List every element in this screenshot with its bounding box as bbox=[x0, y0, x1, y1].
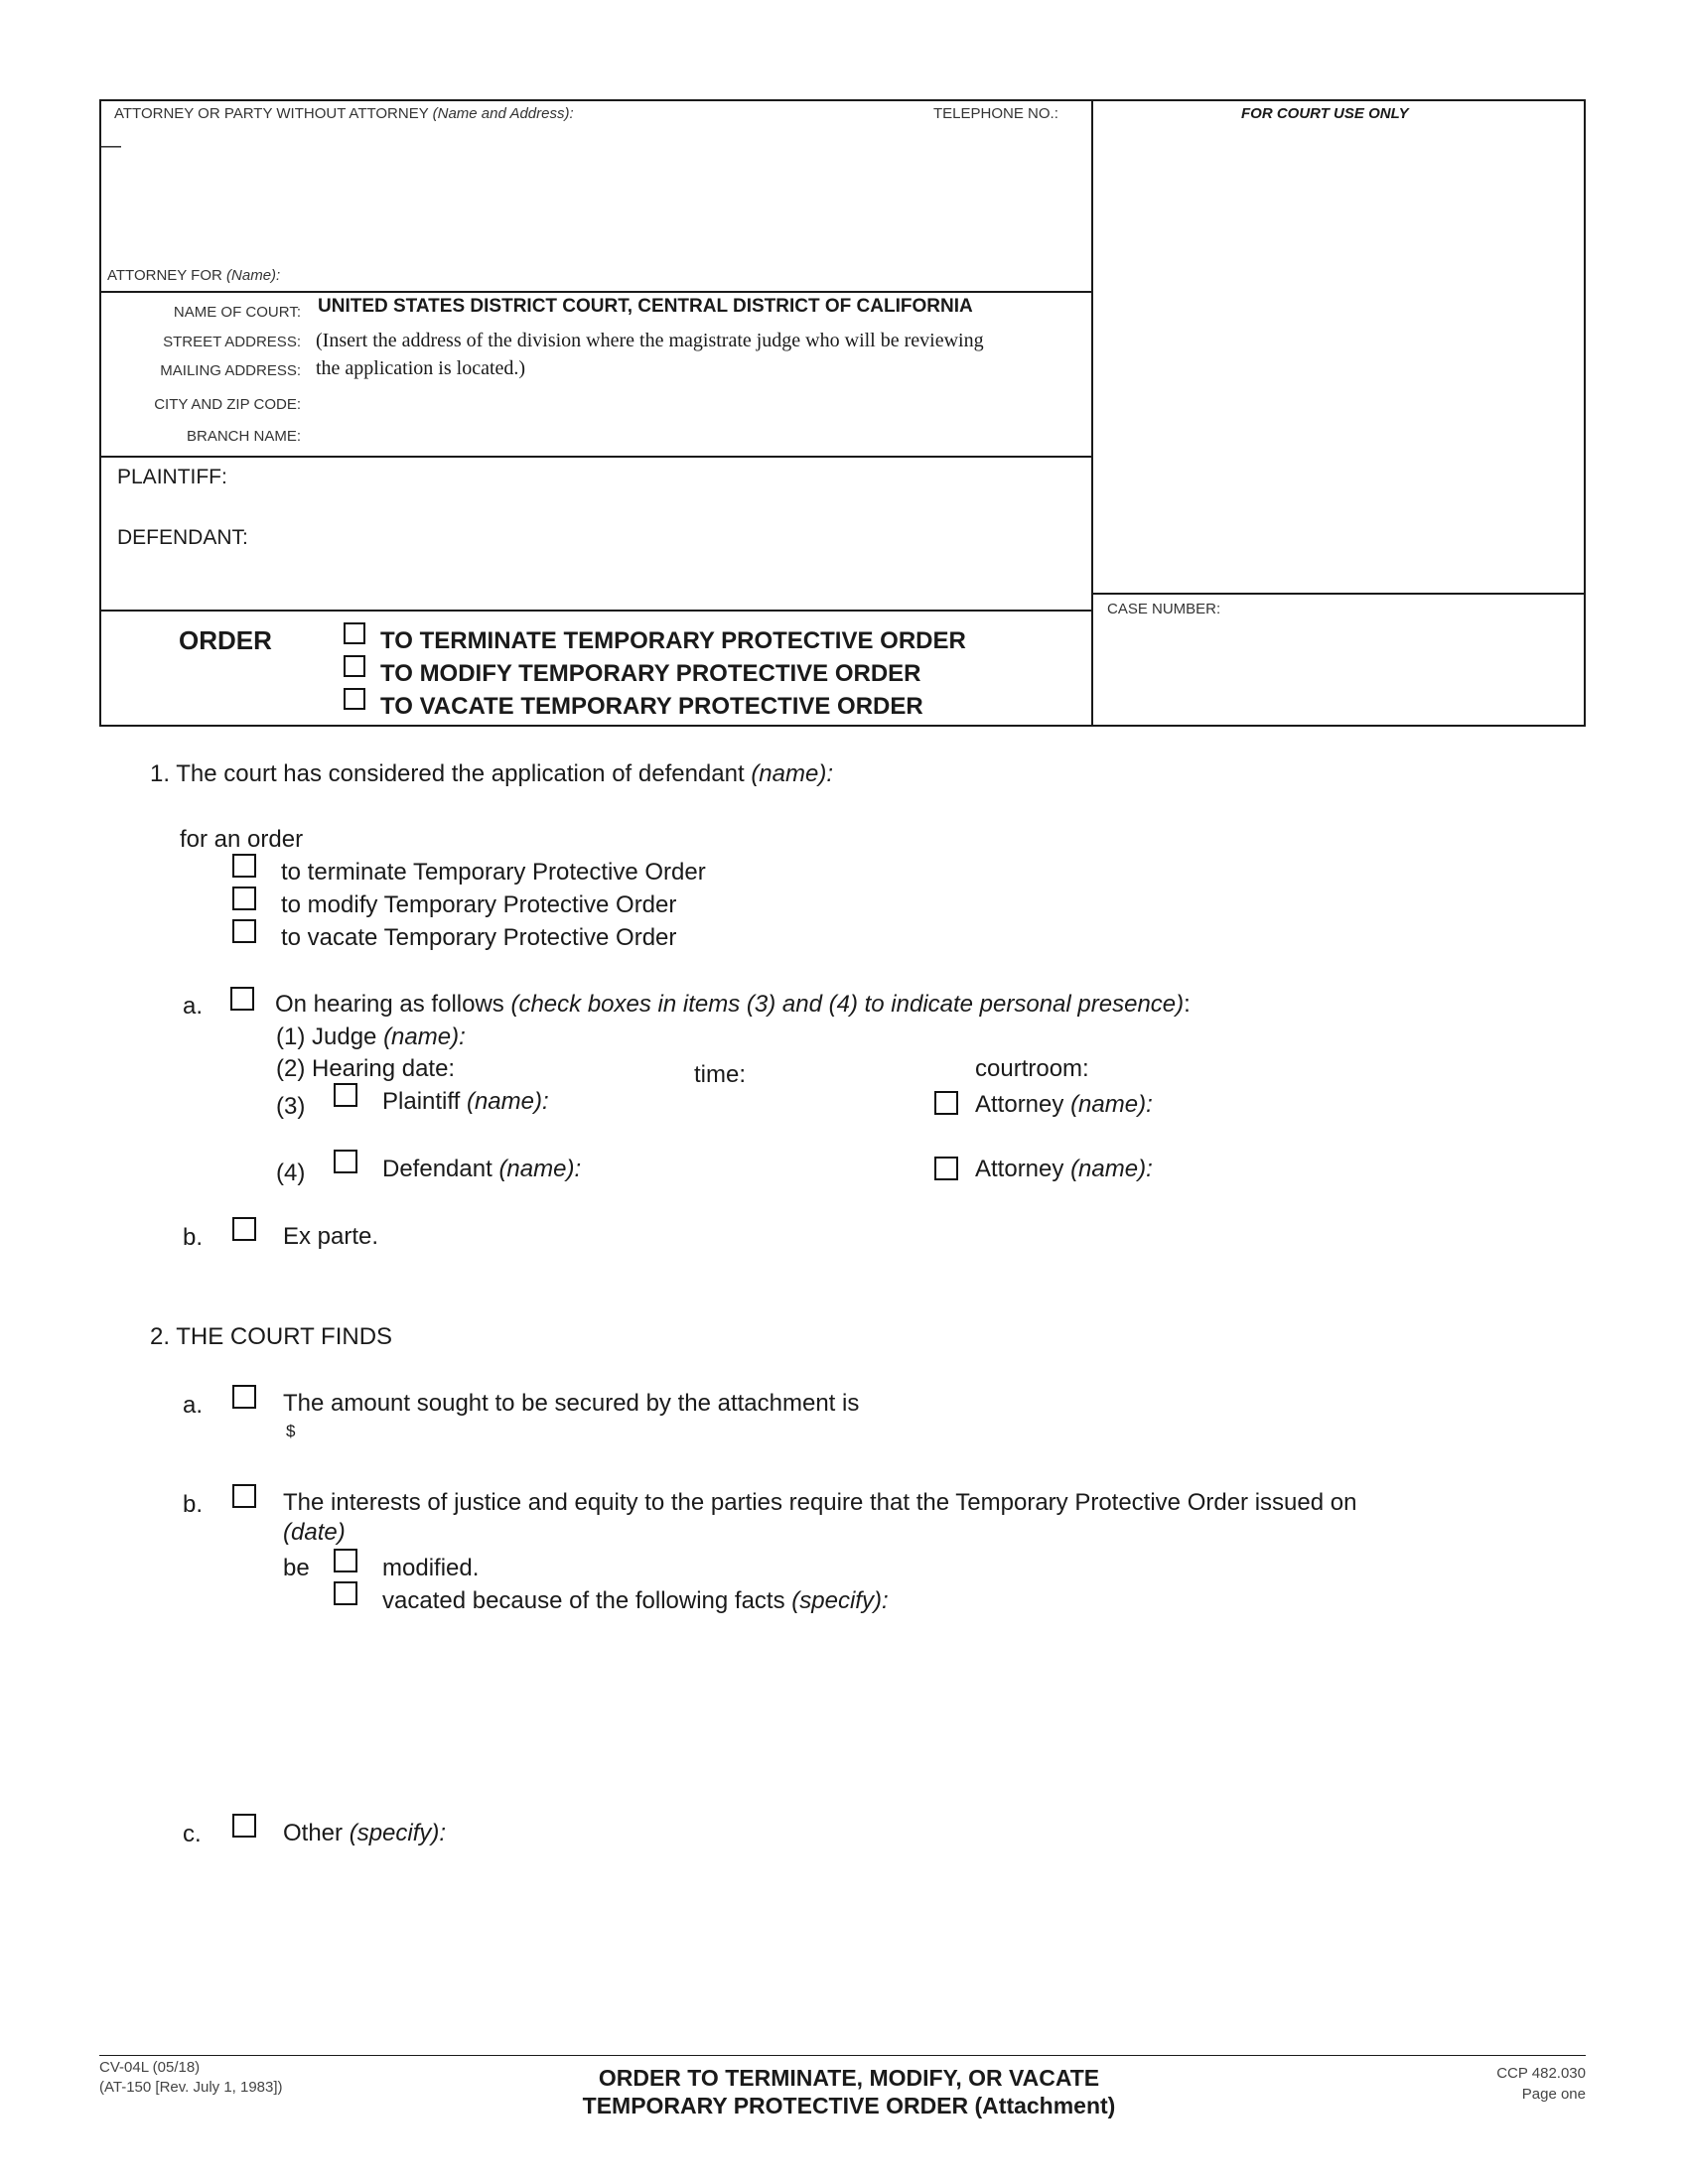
other-checkbox[interactable] bbox=[232, 1814, 256, 1838]
terminate-checkbox[interactable] bbox=[232, 854, 256, 878]
attorney-section-bottom bbox=[99, 291, 1092, 293]
plaintiff-attorney-checkbox[interactable] bbox=[934, 1091, 958, 1115]
vacate-checkbox[interactable] bbox=[232, 919, 256, 943]
be-label: be bbox=[283, 1555, 310, 1581]
branch-name-label: BRANCH NAME: bbox=[186, 428, 301, 445]
vacated-checkbox[interactable] bbox=[334, 1581, 357, 1605]
address-note-line1: (Insert the address of the division where the magistrate judge who will be reviewing bbox=[316, 330, 984, 351]
footer-rule bbox=[99, 2055, 1586, 2056]
vacated-label: vacated because of the following facts (specify): bbox=[382, 1587, 889, 1614]
interests-checkbox[interactable] bbox=[232, 1484, 256, 1508]
page-label: Page one bbox=[1521, 2086, 1586, 2103]
item2b-letter: b. bbox=[183, 1491, 204, 1518]
other-label: Other (specify): bbox=[283, 1820, 447, 1846]
order-modify-label: TO MODIFY TEMPORARY PROTECTIVE ORDER bbox=[380, 660, 921, 687]
item1b-letter: b. bbox=[183, 1224, 204, 1251]
hearing-date-label: (2) Hearing date: bbox=[276, 1055, 456, 1082]
item2c-letter: c. bbox=[183, 1821, 202, 1847]
defendant-present-checkbox[interactable] bbox=[334, 1150, 357, 1173]
city-zip-label: CITY AND ZIP CODE: bbox=[154, 396, 301, 413]
order-terminate-checkbox[interactable] bbox=[344, 622, 365, 644]
order-vacate-label: TO VACATE TEMPORARY PROTECTIVE ORDER bbox=[380, 693, 923, 720]
defendant-label: DEFENDANT: bbox=[117, 526, 248, 549]
order-modify-checkbox[interactable] bbox=[344, 655, 365, 677]
court-finds-heading: 2. THE COURT FINDS bbox=[150, 1323, 393, 1350]
issued-date-label: (date) bbox=[283, 1519, 346, 1546]
telephone-label: TELEPHONE NO.: bbox=[933, 105, 1058, 122]
modify-checkbox[interactable] bbox=[232, 887, 256, 910]
footer-title-line1: ORDER TO TERMINATE, MODIFY, OR VACATE bbox=[598, 2065, 1100, 2091]
name-of-court-label: NAME OF COURT: bbox=[173, 304, 301, 321]
order-label: ORDER bbox=[179, 625, 272, 655]
courtroom-label: courtroom: bbox=[975, 1055, 1089, 1082]
plaintiff-present-label: Plaintiff (name): bbox=[382, 1088, 549, 1115]
parties-section-bottom bbox=[99, 610, 1092, 612]
time-label: time: bbox=[694, 1061, 747, 1088]
item4-number: (4) bbox=[276, 1160, 306, 1186]
order-vacate-checkbox[interactable] bbox=[344, 688, 365, 710]
plaintiff-attorney-label: Attorney (name): bbox=[975, 1091, 1153, 1118]
vacate-label: to vacate Temporary Protective Order bbox=[281, 924, 677, 951]
caption-divider bbox=[1091, 99, 1093, 727]
amount-checkbox[interactable] bbox=[232, 1385, 256, 1409]
court-use-label: FOR COURT USE ONLY bbox=[1241, 105, 1409, 122]
attorney-dash: — bbox=[101, 135, 121, 157]
defendant-present-label: Defendant (name): bbox=[382, 1156, 582, 1182]
item1-text: 1. The court has considered the application of defendant (name): bbox=[150, 760, 833, 787]
dollar-sign: $ bbox=[286, 1422, 296, 1440]
court-use-bottom bbox=[1091, 593, 1586, 595]
address-note-line2: the application is located.) bbox=[316, 357, 526, 379]
defendant-attorney-checkbox[interactable] bbox=[934, 1157, 958, 1180]
judge-label: (1) Judge (name): bbox=[276, 1024, 466, 1050]
defendant-attorney-label: Attorney (name): bbox=[975, 1156, 1153, 1182]
footer-title-line2: TEMPORARY PROTECTIVE ORDER (Attachment) bbox=[582, 2093, 1116, 2118]
plaintiff-label: PLAINTIFF: bbox=[117, 466, 227, 488]
court-section-bottom bbox=[99, 456, 1092, 458]
order-terminate-label: TO TERMINATE TEMPORARY PROTECTIVE ORDER bbox=[380, 627, 966, 654]
for-an-order-text: for an order bbox=[180, 826, 304, 853]
street-address-label: STREET ADDRESS: bbox=[163, 334, 301, 350]
ex-parte-label: Ex parte. bbox=[283, 1223, 379, 1250]
plaintiff-present-checkbox[interactable] bbox=[334, 1083, 357, 1107]
name-of-court-value: UNITED STATES DISTRICT COURT, CENTRAL DISTRICT OF CALIFORNIA bbox=[318, 296, 973, 317]
attorney-label: ATTORNEY OR PARTY WITHOUT ATTORNEY (Name and Address): bbox=[114, 105, 574, 122]
statute-reference: CCP 482.030 bbox=[1496, 2065, 1586, 2082]
form-number: CV-04L (05/18) bbox=[99, 2059, 201, 2076]
hearing-text: On hearing as follows (check boxes in items (3) and (4) to indicate personal presence): bbox=[275, 991, 1191, 1018]
mailing-address-label: MAILING ADDRESS: bbox=[160, 362, 301, 379]
modified-checkbox[interactable] bbox=[334, 1549, 357, 1572]
form-revision: (AT-150 [Rev. July 1, 1983]) bbox=[99, 2079, 283, 2096]
interests-text: The interests of justice and equity to the parties require that the Temporary Protective Order issued on bbox=[283, 1489, 1357, 1516]
modified-label: modified. bbox=[382, 1555, 480, 1581]
hearing-checkbox[interactable] bbox=[230, 987, 254, 1011]
terminate-label: to terminate Temporary Protective Order bbox=[281, 859, 706, 886]
case-number-label: CASE NUMBER: bbox=[1107, 601, 1221, 617]
attorney-for-label: ATTORNEY FOR (Name): bbox=[107, 267, 281, 284]
item1a-letter: a. bbox=[183, 993, 204, 1020]
modify-label: to modify Temporary Protective Order bbox=[281, 891, 677, 918]
ex-parte-checkbox[interactable] bbox=[232, 1217, 256, 1241]
amount-text: The amount sought to be secured by the attachment is bbox=[283, 1390, 860, 1417]
item2a-letter: a. bbox=[183, 1392, 204, 1419]
item3-number: (3) bbox=[276, 1093, 306, 1120]
